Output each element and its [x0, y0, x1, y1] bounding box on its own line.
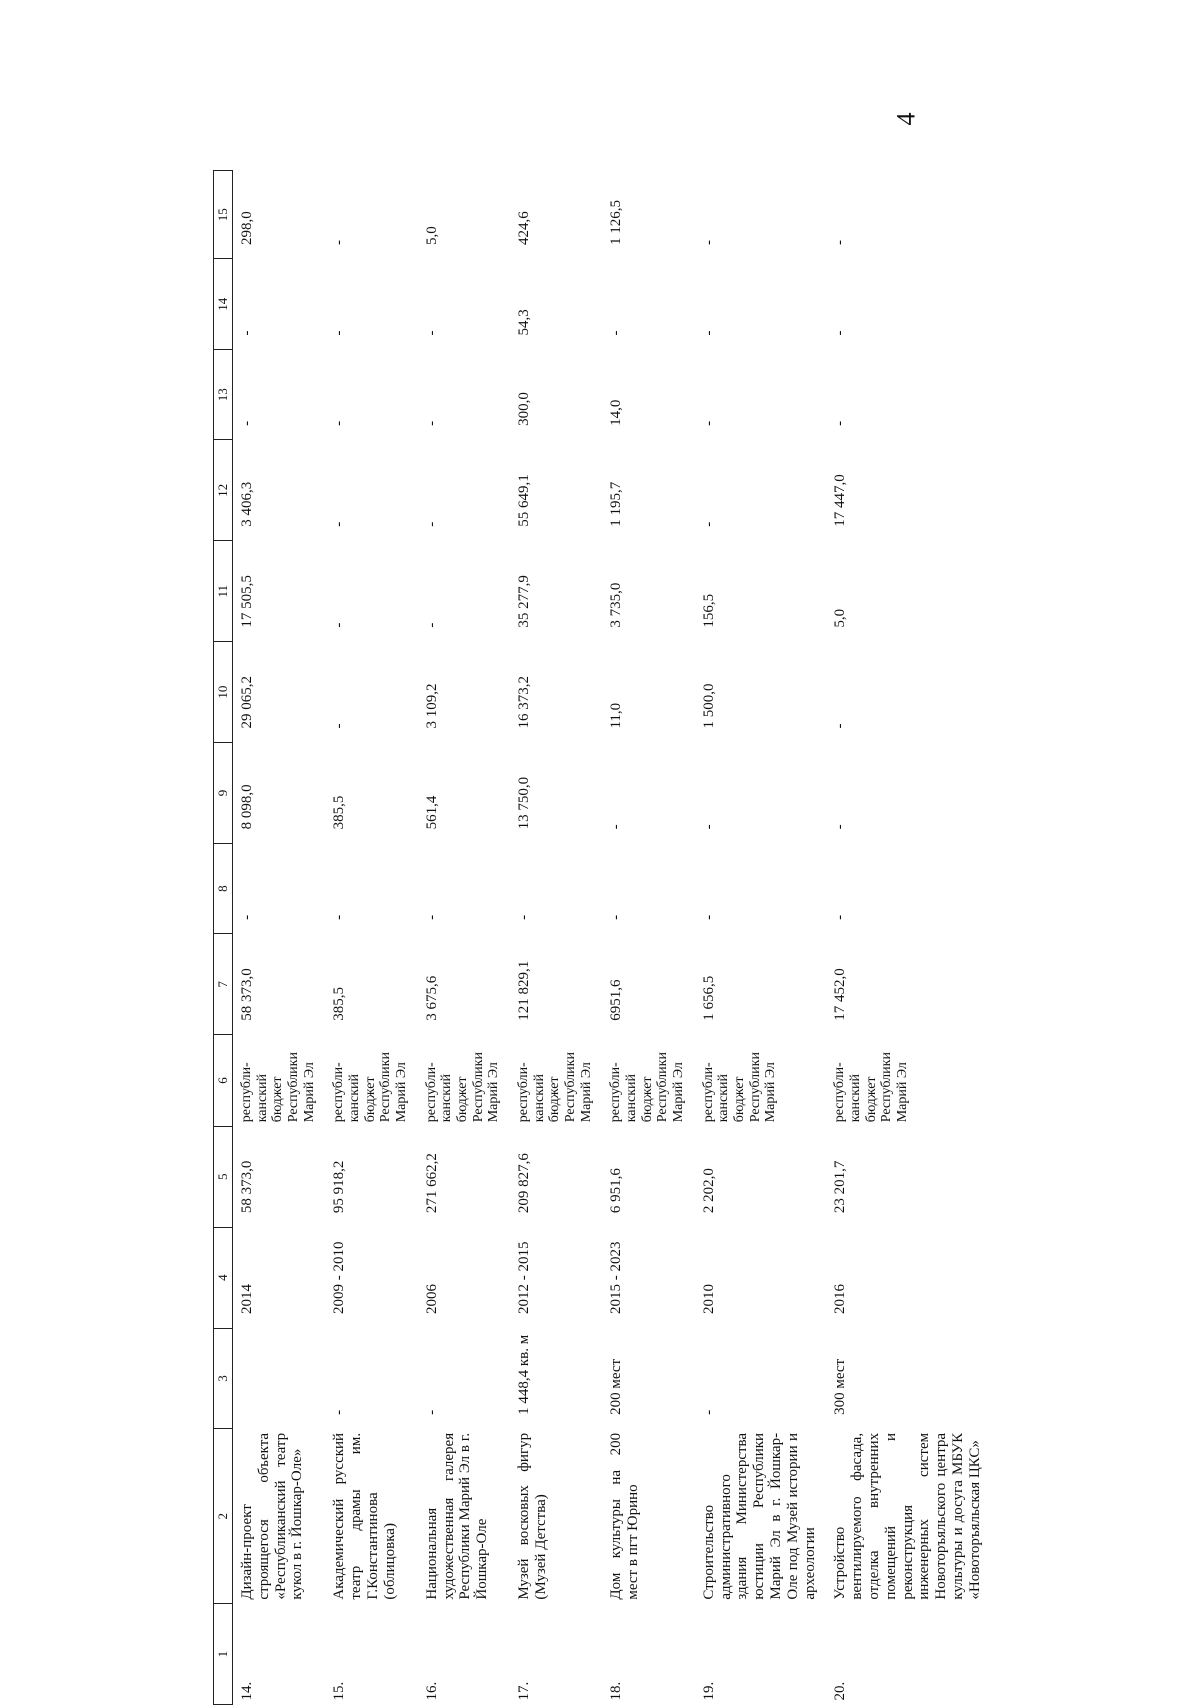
value-col-12: 17 447,0: [831, 473, 848, 527]
col-header: 2: [213, 1428, 232, 1603]
value-col-14: -: [238, 329, 255, 335]
total-value: 385,5: [330, 986, 347, 1021]
table-body: [232, 170, 991, 1704]
value-col-9: 13 750,0: [515, 776, 532, 829]
value-col-12: -: [423, 521, 440, 527]
estimated-cost: 2 202,0: [700, 1167, 717, 1213]
capacity: -: [700, 1409, 717, 1415]
total-value: 17 452,0: [831, 967, 848, 1021]
object-name: Академический русский театр драмы им. Г.Константинова (облицовка): [330, 1432, 398, 1600]
col-header: 9: [213, 742, 232, 843]
col-header: 15: [213, 170, 232, 258]
col-header: 6: [213, 1034, 232, 1126]
value-col-11: 35 277,9: [515, 574, 532, 628]
value-col-11: 3 735,0: [607, 582, 624, 628]
row-number: 17.: [515, 1681, 532, 1700]
capacity: -: [330, 1409, 347, 1415]
page-number: 4: [891, 112, 921, 126]
years: 2015 - 2023: [607, 1241, 624, 1314]
value-col-13: 14,0: [607, 399, 624, 426]
value-col-13: -: [238, 420, 255, 426]
value-col-8: -: [423, 914, 440, 920]
estimated-cost: 6 951,6: [607, 1167, 624, 1213]
object-name: Строительство административного здания Министерства юстиции Республики Марий Эл в г. Йошкар-Оле под Музей истории и археологии: [700, 1432, 818, 1600]
col-header: 10: [213, 641, 232, 742]
value-col-9: -: [607, 823, 624, 829]
header-row: [213, 170, 232, 1704]
value-col-8: -: [238, 914, 255, 920]
col-header: 8: [213, 843, 232, 933]
row-number: 14.: [238, 1681, 255, 1700]
value-col-8: -: [700, 914, 717, 920]
value-col-9: 8 098,0: [238, 783, 255, 829]
value-col-14: -: [700, 329, 717, 335]
budget-table: [213, 170, 992, 1705]
value-col-10: 16 373,2: [515, 675, 532, 729]
value-col-15: 1 126,5: [607, 199, 624, 245]
years: 2014: [238, 1283, 255, 1314]
value-col-11: 17 505,5: [238, 574, 255, 628]
col-header: 4: [213, 1227, 232, 1328]
value-col-11: 5,0: [831, 608, 848, 628]
value-col-12: 55 649,1: [515, 473, 532, 527]
value-col-13: -: [423, 420, 440, 426]
value-col-10: -: [831, 723, 848, 729]
total-value: 1 656,5: [700, 975, 717, 1021]
value-col-10: 1 500,0: [700, 683, 717, 729]
value-col-15: 5,0: [423, 225, 440, 245]
object-name: Устройство вентилируемого фасада, отделка внутренних помещений и реконструкция инженерных систем Новоторъяльского центра культуры и досуга МБУК «Новоторъяльская ЦКС»: [831, 1432, 983, 1600]
value-col-15: -: [831, 239, 848, 245]
col-header: 12: [213, 439, 232, 540]
row-number: 18.: [607, 1681, 624, 1700]
value-col-8: -: [607, 914, 624, 920]
capacity: -: [423, 1409, 440, 1415]
value-col-9: -: [700, 823, 717, 829]
col-header: 14: [213, 258, 232, 348]
total-value: 6951,6: [607, 979, 624, 1021]
funding-source: республи-канский бюджет Республики Марий Эл: [831, 1051, 910, 1122]
funding-source: республи-канский бюджет Республики Марий Эл: [238, 1051, 317, 1122]
value-col-12: -: [330, 521, 347, 527]
value-col-14: -: [607, 329, 624, 335]
funding-source: республи-канский бюджет Республики Марий Эл: [607, 1051, 686, 1122]
funding-source: республи-канский бюджет Республики Марий Эл: [515, 1051, 594, 1122]
value-col-13: -: [700, 420, 717, 426]
table-row: [417, 170, 509, 1704]
col-header: 3: [213, 1328, 232, 1429]
value-col-15: 298,0: [238, 210, 255, 245]
funding-source: республи-канский бюджет Республики Марий Эл: [423, 1051, 501, 1122]
col-header: 7: [213, 933, 232, 1034]
table-row: [694, 170, 826, 1704]
capacity: [232, 1328, 325, 1429]
value-col-15: -: [700, 239, 717, 245]
capacity: 300 мест: [831, 1358, 848, 1415]
value-col-8: -: [831, 914, 848, 920]
estimated-cost: 95 918,2: [330, 1160, 347, 1213]
funding-source: республи-канский бюджет Республики Марий Эл: [330, 1051, 409, 1122]
value-col-12: 3 406,3: [238, 481, 255, 527]
value-col-13: 300,0: [515, 391, 532, 426]
total-value: 3 675,6: [423, 975, 440, 1021]
value-col-9: 385,5: [330, 795, 347, 829]
funding-source: республи-канский бюджет Республики Марий Эл: [700, 1051, 778, 1122]
value-col-14: -: [423, 329, 440, 335]
value-col-14: -: [330, 329, 347, 335]
col-header: 11: [213, 540, 232, 641]
estimated-cost: 271 662,2: [423, 1152, 440, 1213]
col-header: 1: [213, 1603, 232, 1704]
years: 2012 - 2015: [515, 1241, 532, 1314]
value-col-14: -: [831, 329, 848, 335]
value-col-13: -: [330, 420, 347, 426]
estimated-cost: 209 827,6: [515, 1152, 532, 1213]
total-value: 121 829,1: [515, 960, 532, 1021]
value-col-11: -: [330, 622, 347, 628]
value-col-12: -: [700, 521, 717, 527]
col-header: 5: [213, 1126, 232, 1227]
value-col-8: -: [515, 914, 532, 920]
rotated-table-container: [213, 170, 988, 1705]
object-name: Дизайн-проект строящегося объекта «Республиканский театр кукол в г. Йошкар-Оле»: [238, 1432, 305, 1600]
object-name: Музей восковых фигур (Музей Детства): [515, 1432, 549, 1600]
value-col-11: 156,5: [700, 593, 717, 628]
total-value: 58 373,0: [238, 967, 255, 1021]
row-number: 16.: [423, 1681, 440, 1700]
value-col-8: -: [330, 914, 347, 920]
value-col-10: 29 065,2: [238, 675, 255, 729]
object-name: Национальная художественная галерея Республики Марий Эл в г. Йошкар-Оле: [423, 1432, 490, 1600]
table-row: [602, 170, 694, 1704]
row-number: 20.: [831, 1681, 848, 1700]
table-row: [510, 170, 602, 1704]
row-number: 19.: [700, 1681, 717, 1700]
object-name: Дом культуры на 200 мест в пгт Юрино: [607, 1432, 641, 1600]
capacity: 200 мест: [607, 1358, 624, 1415]
estimated-cost: 58 373,0: [238, 1160, 255, 1213]
value-col-9: 561,4: [423, 795, 440, 829]
col-header: 13: [213, 349, 232, 439]
value-col-15: 424,6: [515, 210, 532, 245]
value-col-15: -: [330, 239, 347, 245]
table-row: [325, 170, 417, 1704]
estimated-cost: 23 201,7: [831, 1160, 848, 1213]
table-row: [826, 170, 991, 1704]
years: 2009 - 2010: [330, 1241, 347, 1314]
value-col-11: -: [423, 622, 440, 628]
table-row: [232, 170, 325, 1704]
value-col-13: -: [831, 420, 848, 426]
value-col-10: 3 109,2: [423, 683, 440, 729]
years: 2006: [423, 1283, 440, 1314]
years: 2016: [831, 1283, 848, 1314]
years: 2010: [700, 1283, 717, 1314]
value-col-9: -: [831, 823, 848, 829]
value-col-10: 11,0: [607, 702, 624, 729]
capacity: 1 448,4 кв. м: [515, 1334, 532, 1415]
value-col-12: 1 195,7: [607, 481, 624, 527]
value-col-14: 54,3: [515, 308, 532, 335]
value-col-10: -: [330, 723, 347, 729]
row-number: 15.: [330, 1681, 347, 1700]
